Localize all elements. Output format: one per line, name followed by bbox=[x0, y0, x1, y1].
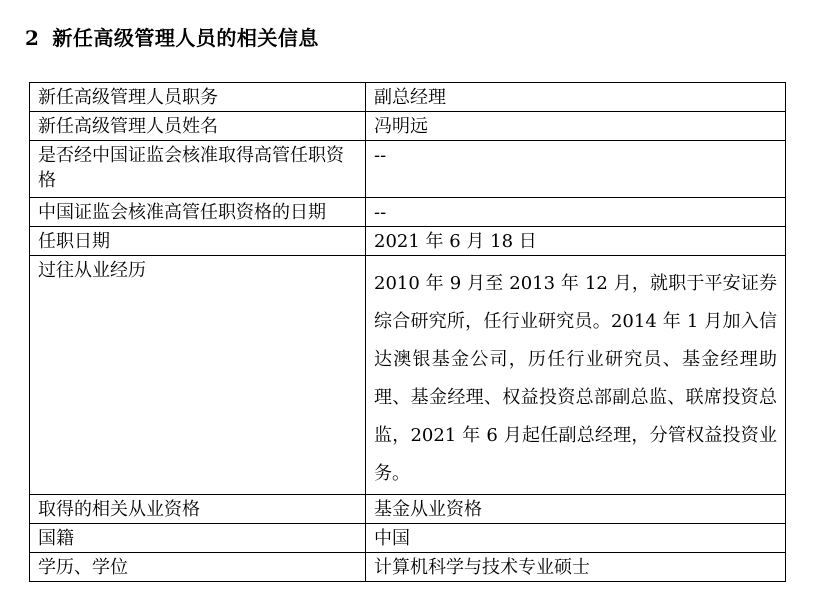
row-value-cell: 副总经理 bbox=[366, 83, 786, 112]
career-history-paragraph: 2010 年 9 月至 2013 年 12 月，就职于平安证券综合研究所，任行业研究员。2014 年 1 月加入信达澳银基金公司，历任行业研究员、基金经理助理、基金经理、权益投资总部副总监、联席投资总监，2021 年 6 月起任副总经理，分管权益投资业务。 bbox=[374, 273, 777, 484]
row-label-cell: 国籍 bbox=[30, 524, 366, 553]
row-label-cell: 新任高级管理人员姓名 bbox=[30, 112, 366, 141]
row-label-cell: 学历、学位 bbox=[30, 553, 366, 582]
row-label-cell: 任职日期 bbox=[30, 227, 366, 256]
row-label-cell: 中国证监会核准高管任职资格的日期 bbox=[30, 198, 366, 227]
section-number: 2 bbox=[25, 26, 40, 50]
row-label-cell: 新任高级管理人员职务 bbox=[30, 83, 366, 112]
row-label-cell: 取得的相关从业资格 bbox=[30, 495, 366, 524]
table-row bbox=[30, 553, 786, 582]
section-title-text: 新任高级管理人员的相关信息 bbox=[52, 26, 319, 50]
table-row bbox=[30, 141, 786, 198]
section-heading bbox=[25, 22, 319, 51]
table-row bbox=[30, 227, 786, 256]
table-row bbox=[30, 256, 786, 495]
management-info-table bbox=[29, 82, 786, 582]
table-row bbox=[30, 112, 786, 141]
table-row bbox=[30, 198, 786, 227]
info-table-body bbox=[30, 83, 786, 582]
row-label-cell: 过往从业经历 bbox=[30, 256, 366, 495]
row-value-cell: -- bbox=[366, 198, 786, 227]
row-value-cell: 中国 bbox=[366, 524, 786, 553]
table-row bbox=[30, 495, 786, 524]
row-value-cell: 冯明远 bbox=[366, 112, 786, 141]
row-value-cell: 基金从业资格 bbox=[366, 495, 786, 524]
table-row bbox=[30, 524, 786, 553]
row-value-cell: 2021 年 6 月 18 日 bbox=[366, 227, 786, 256]
row-label-cell: 是否经中国证监会核准取得高管任职资格 bbox=[30, 141, 366, 198]
row-value-cell bbox=[366, 256, 786, 495]
table-row bbox=[30, 83, 786, 112]
row-value-cell: 计算机科学与技术专业硕士 bbox=[366, 553, 786, 582]
row-value-cell: -- bbox=[366, 141, 786, 198]
